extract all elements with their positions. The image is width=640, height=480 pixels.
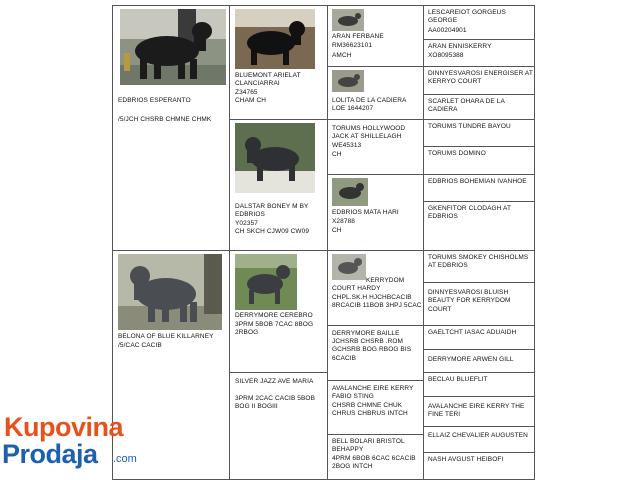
gen4-cell: [423, 325, 535, 350]
gen4-name: DERRYMORE ARWEN GILL: [428, 356, 514, 363]
gen4-name: DINNYESVAROSI BLUISH BEAUTY FOR KERRYDOM COURT: [428, 289, 513, 313]
gen4-cell: [423, 94, 535, 120]
gen2-titles: 3PRM 5BOB 7CAC 8BOG 2RBOG: [235, 321, 316, 337]
gen2-titles: CHAM CH: [235, 97, 267, 104]
gen4-cell: [423, 250, 535, 283]
gen4-name: GKENFITOR CLODAGH AT EDBRIOS: [428, 205, 513, 221]
gen3-titles: CH: [332, 227, 342, 234]
gen4-reg: XO8095388: [428, 52, 464, 59]
gen4-name: NASH AVGUST HEIBOFI: [428, 456, 504, 463]
gen4-name: ELLAIZ CHEVALIER AUGUSTEN: [428, 432, 528, 439]
gen1-sire-cell: [112, 5, 230, 251]
gen3-titles: CHPL.SK.H HJCHBCACIB 8RCACIB 11BOB 3HPJ 5CAC: [332, 294, 422, 310]
gen1-sire-titles: /5/JCH CHSRB CHMNE CHMK: [118, 116, 212, 123]
gen3-cell: [327, 174, 424, 251]
gen4-name: LESCAREIOT GORGEUS GEORGE: [428, 9, 508, 25]
gen3-cell: [327, 250, 424, 326]
gen3-cell: [327, 5, 424, 67]
gen3-cell: [327, 434, 424, 480]
gen3-cell: [327, 119, 424, 175]
gen3-name: AVALANCHE EIRE KERRY FABIO STING: [332, 385, 416, 401]
gen3-name: LOLITA DE LA CADIERA: [332, 97, 407, 104]
gen4-name: TORUMS DOMINO: [428, 150, 486, 157]
dog-photo: [235, 254, 297, 310]
watermark-suffix: .com: [113, 453, 137, 465]
gen3-reg: RM36623101: [332, 42, 373, 49]
watermark-line2: Prodaja: [2, 439, 98, 469]
gen3-name: BELL BOLARI BRISTOL BEHAPPY: [332, 438, 407, 454]
gen2-reg: Y02357: [235, 220, 259, 227]
gen2-cell: [229, 250, 328, 373]
dog-photo: [332, 70, 364, 92]
gen4-cell: [423, 201, 535, 251]
gen4-cell: [423, 372, 535, 397]
gen3-reg: WE45313: [332, 142, 362, 149]
gen4-cell: [423, 119, 535, 147]
gen4-cell: [423, 282, 535, 326]
gen3-titles: JCHSRB CHSRB .ROM GCHSRB BOG RBOG BIS 6CACIB: [332, 338, 414, 362]
gen3-name: EDBRIOS MATA HARI: [332, 209, 399, 216]
pedigree-table: [112, 5, 535, 480]
gen4-name: TORUMS SMOKEY CHISHOLMS AT EDBRIOS: [428, 254, 530, 270]
dog-photo: [118, 254, 222, 330]
gen1-dam-name: BELONA OF BLUE KILLARNEY: [118, 333, 214, 340]
gen4-name: ARAN ENNISKERRY: [428, 43, 492, 50]
gen1-sire-name: EDBRIOS ESPERANTO: [118, 97, 191, 104]
gen4-cell: [423, 452, 535, 480]
watermark-line1: Kupovina: [4, 412, 124, 442]
gen3-name: KERRYDOM COURT HARDY: [332, 277, 407, 293]
gen3-titles: CH: [332, 151, 342, 158]
dog-photo: [235, 123, 315, 193]
gen3-titles: 4PRM 6BOB 6CAC 6CACIB 2BOG INTCH: [332, 455, 418, 471]
gen3-reg: LOE 1644207: [332, 105, 374, 112]
gen4-cell: [423, 174, 535, 202]
gen4-cell: [423, 426, 535, 453]
gen3-titles: AMCH: [332, 52, 352, 59]
gen2-name: DERRYMORE CEREBRO: [235, 312, 313, 319]
gen2-name: DALSTAR BONEY M BY EDBRIOS: [235, 203, 311, 219]
gen4-cell: [423, 5, 535, 40]
gen3-reg: X28788: [332, 218, 356, 225]
gen2-titles: CH SKCH CJW09 CW09: [235, 228, 310, 235]
dog-photo: [235, 9, 315, 69]
gen4-cell: [423, 396, 535, 427]
dog-photo: [332, 178, 368, 206]
gen2-titles: 3PRM 2CAC CACIB 5BOB BOG II BOGIII: [235, 395, 317, 411]
dog-photo: [332, 9, 364, 31]
gen4-cell: [423, 146, 535, 175]
gen3-name: TORUMS HOLLYWOOD JACK AT SHILLELAGH: [332, 125, 408, 141]
gen3-name: DERRYMORE BAILLE: [332, 330, 400, 337]
dog-photo: [120, 9, 226, 85]
gen3-titles: CHSRB CHMNE CHUK CHRUS CHBRUS INTCH: [332, 402, 408, 418]
gen2-cell: [229, 372, 328, 480]
gen3-name: ARAN FERBANE: [332, 33, 384, 40]
gen4-cell: [423, 66, 535, 95]
gen2-name: SILVER JAZZ AVE MARIA: [235, 378, 314, 385]
gen2-name: BLUEMONT ARIELAT CLANCIARRAI: [235, 72, 303, 88]
gen4-reg: AA00204901: [428, 27, 467, 34]
site-watermark-logo: [0, 408, 160, 480]
gen4-name: DINNYESVAROSI ENERGISER AT KERRYO COURT: [428, 70, 535, 86]
gen3-cell: [327, 66, 424, 120]
gen2-cell: [229, 5, 328, 120]
gen3-cell: [327, 380, 424, 435]
gen2-reg: Z34765: [235, 89, 258, 96]
gen4-cell: [423, 39, 535, 67]
gen4-cell: [423, 349, 535, 373]
gen4-name: SCARLET OHARA DE LA CADIERA: [428, 98, 507, 114]
gen4-name: GAELTCHT IASAC ADUAIDH: [428, 329, 517, 336]
gen3-cell: [327, 325, 424, 381]
gen1-dam-titles: /5/CAC CACIB: [118, 342, 162, 349]
gen4-name: AVALANCHE EIRE KERRY THE FINE TERI: [428, 403, 527, 419]
gen4-name: EDBRIOS BOHEMIAN IVANHOE: [428, 178, 527, 185]
gen2-cell: [229, 119, 328, 251]
gen4-name: TORUMS TUNDRE BAYOU: [428, 123, 511, 130]
gen4-name: BECLAU BLUEFLIT: [428, 376, 488, 383]
